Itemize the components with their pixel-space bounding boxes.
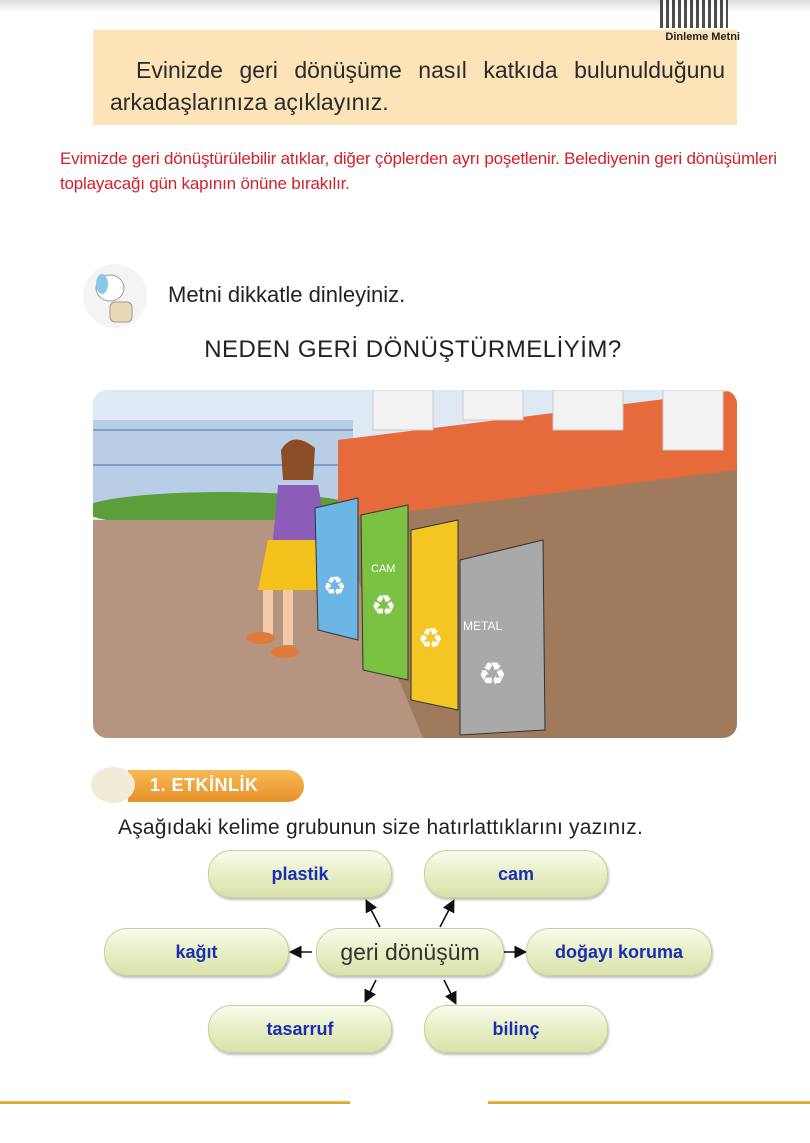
- recycling-illustration: [93, 390, 737, 738]
- mascot-icon: [88, 764, 138, 806]
- answer-text: Evimizde geri dönüştürülebilir atıklar, diğer çöplerden ayrı poşetlenir. Belediyenin geri dönüşümleri toplayacağı gün kapının önüne bırakılır.: [60, 149, 777, 193]
- footer-line-left: [0, 1101, 350, 1104]
- word-pill-dogayi-koruma: doğayı koruma: [526, 928, 712, 976]
- footer-line-right: [488, 1101, 810, 1104]
- listen-instruction: Metni dikkatle dinleyiniz.: [168, 282, 406, 307]
- word-pill-bilinc: bilinç: [424, 1005, 608, 1053]
- word-pill-tasarruf: tasarruf: [208, 1005, 392, 1053]
- recycle-icon: ♻: [418, 622, 444, 655]
- story-title: NEDEN GERİ DÖNÜŞTÜRMELİYİM?: [204, 336, 622, 363]
- word-pill-plastik: plastik: [208, 850, 392, 898]
- qr-label: Dinleme Metni: [665, 31, 740, 43]
- recycle-icon: ♻: [323, 572, 347, 602]
- mascot-icon: [80, 262, 150, 330]
- prompt-text: Evinizde geri dönüşüme nasıl katkıda bulunulduğunu arkadaşlarınıza açıklayınız.: [110, 57, 725, 115]
- qr-code-icon[interactable]: [660, 0, 728, 28]
- bin-label: METAL: [463, 619, 503, 633]
- activity-badge: [88, 764, 308, 806]
- bin-label: CAM: [371, 563, 396, 575]
- word-pill-cam: cam: [424, 850, 608, 898]
- center-word: geri dönüşüm: [316, 928, 504, 976]
- activity-instruction: Aşağıdaki kelime grubunun size hatırlattıklarını yazınız.: [118, 816, 643, 839]
- activity-title: 1. ETKİNLİK: [150, 775, 259, 795]
- recycle-icon: ♻: [371, 589, 397, 622]
- word-pill-kagit: kağıt: [104, 928, 289, 976]
- recycle-icon: ♻: [478, 655, 507, 693]
